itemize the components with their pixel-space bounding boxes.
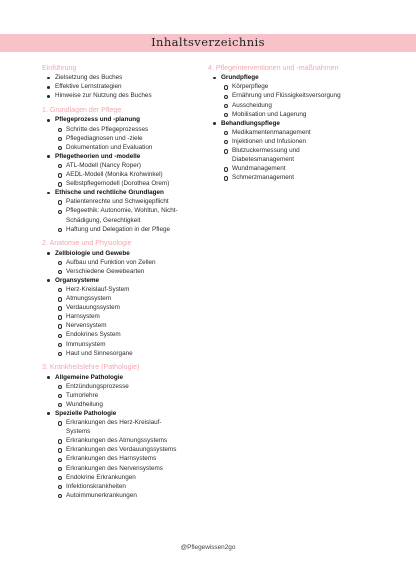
toc-subitem: Pflegeethik: Autonomie, Wohltun, Nicht-	[42, 206, 207, 215]
toc-subitem: Entzündungsprozesse	[42, 382, 207, 391]
section-list-grundlagen	[42, 115, 207, 233]
toc-subitem: Aufbau und Funktion von Zellen	[42, 258, 207, 267]
toc-group-heading: Behandlungspflege	[208, 119, 388, 128]
toc-group-heading: Pflegeprozess und -planung	[42, 115, 207, 124]
section-list-krankheitslehre	[42, 373, 207, 500]
toc-subitem: Schritte des Pflegeprozesses	[42, 125, 207, 134]
section-list-anatomie	[42, 249, 207, 358]
toc-subitem: Haut und Sinnesorgane	[42, 349, 207, 358]
toc-subitem: Erkrankungen des Verdauungssystems	[42, 445, 207, 454]
toc-group-heading: Ethische und rechtliche Grundlagen	[42, 188, 207, 197]
toc-group-heading: Pflegetheorien und -modelle	[42, 152, 207, 161]
toc-right-column	[208, 64, 388, 182]
toc-item: Effektive Lernstrategien	[42, 82, 207, 91]
toc-subitem: Erkrankungen des Herz-Kreislauf-	[42, 418, 207, 427]
toc-subitem: Ausscheidung	[208, 101, 388, 110]
toc-subitem: Verschiedene Gewebearten	[42, 267, 207, 276]
toc-group-heading: Zellbiologie und Gewebe	[42, 249, 207, 258]
section-heading-pflegeinterventionen: 4. Pflegeinterventionen und -maßnahmen	[208, 64, 339, 72]
toc-subitem: Harnsystem	[42, 312, 207, 321]
toc-subitem: Herz-Kreislauf-System	[42, 285, 207, 294]
toc-subitem: Autoimmunerkrankungen	[42, 491, 207, 500]
toc-subitem: Blutzuckermessung und	[208, 146, 388, 155]
toc-subitem: Infektionskrankheiten	[42, 482, 207, 491]
toc-subitem: Schmerzmanagement	[208, 173, 388, 182]
toc-subitem: Erkrankungen des Harnsystems	[42, 454, 207, 463]
section-list-pflegeinterventionen	[208, 73, 388, 182]
toc-subitem: Selbstpflegemodell (Dorothea Orem)	[42, 179, 207, 188]
toc-subitem: Injektionen und Infusionen	[208, 137, 388, 146]
toc-subitem: Systems	[66, 428, 91, 436]
toc-subitem: Erkrankungen des Nervensystems	[42, 464, 207, 473]
toc-subitem: Diabetesmanagement	[232, 156, 295, 164]
toc-subitem: Immunsystem	[42, 340, 207, 349]
toc-group-heading: Spezielle Pathologie	[42, 409, 207, 418]
toc-subitem: Wundmanagement	[208, 164, 388, 173]
toc-subitem: Mobilisation und Lagerung	[208, 110, 388, 119]
toc-subitem: ATL-Modell (Nancy Roper)	[42, 161, 207, 170]
toc-subitem: Nervensystem	[42, 321, 207, 330]
toc-subitem: Pflegediagnosen und -ziele	[42, 134, 207, 143]
toc-subitem: Wundheilung	[42, 400, 207, 409]
section-heading-grundlagen: 1. Grundlagen der Pflege	[42, 106, 122, 115]
toc-subitem: Haftung und Delegation in der Pflege	[42, 225, 207, 234]
section-heading-krankheitslehre: 3. Krankheitslehre (Pathologie)	[42, 363, 140, 372]
toc-subitem: Medikamentenmanagement	[208, 128, 388, 137]
toc-subitem: AEDL-Modell (Monika Krohwinkel)	[42, 170, 207, 179]
footer-handle: @Pflegewissen2go	[180, 544, 236, 551]
toc-subitem: Erkrankungen des Atmungssystems	[42, 436, 207, 445]
toc-group-heading: Allgemeine Pathologie	[42, 373, 207, 382]
toc-subitem: Tumorlehre	[42, 391, 207, 400]
section-heading-anatomie: 2. Anatomie und Physiologie	[42, 239, 132, 248]
toc-subitem: Atmungssystem	[42, 294, 207, 303]
section-list-einfuehrung	[42, 73, 207, 100]
toc-group-heading: Grundpflege	[208, 73, 388, 82]
toc-item: Hinweise zur Nutzung des Buches	[42, 91, 207, 100]
toc-subitem: Ernährung und Flüssigkeitsversorgung	[208, 91, 388, 100]
toc-subitem: Dokumentation und Evaluation	[42, 143, 207, 152]
toc-subitem-text: Schädigung, Gerechtigkeit	[66, 216, 141, 224]
toc-subitem: Körperpflege	[208, 82, 388, 91]
toc-group-heading: Organsysteme	[42, 276, 207, 285]
toc-left-column	[42, 64, 207, 500]
toc-subitem: Verdauungssystem	[42, 303, 207, 312]
page-title: Inhaltsverzeichnis	[151, 35, 265, 49]
toc-item: Zielsetzung des Buches	[42, 73, 207, 82]
toc-subitem: Endokrine Erkrankungen	[42, 473, 207, 482]
toc-subitem: Patientenrechte und Schweigepflicht	[42, 197, 207, 206]
toc-subitem: Endokrines System	[42, 330, 207, 339]
section-heading-einfuehrung: Einführung	[42, 64, 77, 72]
toc-subitem-continuation	[42, 216, 207, 225]
